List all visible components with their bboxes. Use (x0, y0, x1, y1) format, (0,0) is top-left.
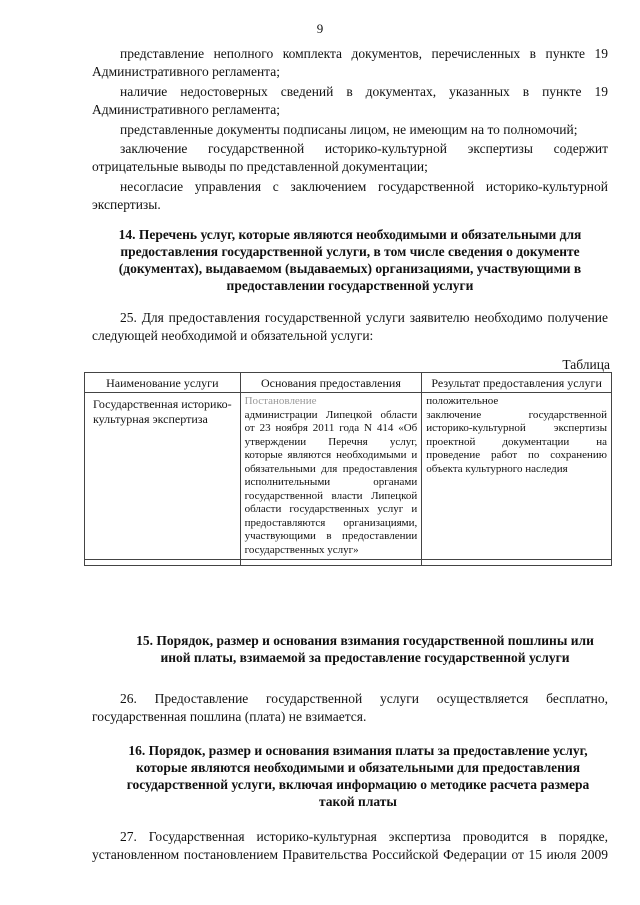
list-item-false-info: наличие недостоверных сведений в документах, указанных в пункте 19 Административного регламента; (92, 84, 608, 117)
result-title: положительное (426, 395, 499, 407)
cell-result (422, 393, 612, 560)
result-text: заключение государственной историко-культурной экспертизы проектной документации на проведение работ по сохранению объекта культурного наследия (426, 408, 607, 475)
table-header-row (85, 373, 612, 393)
list-item-unauthorized-signature: представленные документы подписаны лицом, не имеющим на то полномочий; (120, 122, 578, 137)
paragraph-26: 26. Предоставление государственной услуги осуществляется бесплатно, государственная пошлина (плата) не взимается. (92, 691, 608, 724)
list-item-disagreement: несогласие управления с заключением государственной историко-культурной экспертизы. (92, 179, 608, 212)
services-table (84, 372, 612, 566)
header-service-name: Наименование услуги (85, 373, 241, 393)
header-result: Результат предоставления услуги (422, 373, 612, 393)
list-item-incomplete-docs: представление неполного комплекта документов, перечисленных в пункте 19 Административного регламента; (92, 46, 608, 79)
page-number: 9 (316, 21, 324, 36)
paragraph-27: 27. Государственная историко-культурная экспертиза проводится в порядке, установленном постановлением Правительства Российской Федерации от 15 июля 2009 (92, 829, 608, 862)
table-bottom-spacer (85, 560, 612, 566)
list-item-negative-conclusion: заключение государственной историко-культурной экспертизы содержит отрицательные выводы по представленной документации; (92, 141, 608, 174)
section-14-heading: 14. Перечень услуг, которые являются необходимыми и обязательными для предоставления государственной услуги, в том числе сведения о документе (документах), выдаваемом (выдаваемых) организациями, участвующими в предоставлении государственной услуги (118, 227, 582, 293)
table-row (85, 393, 612, 560)
header-basis: Основания предоставления (240, 373, 422, 393)
cell-service-name: Государственная историко-культурная экспертиза (85, 393, 241, 560)
basis-title: Постановление (244, 395, 317, 407)
table-caption: Таблица (562, 357, 610, 372)
cell-basis (240, 393, 422, 560)
section-15-heading: 15. Порядок, размер и основания взимания государственной пошлины или иной платы, взимаемой за предоставление государственной услуги (136, 633, 594, 665)
basis-text: администрации Липецкой области от 23 ноября 2011 года N 414 «Об утверждении Перечня услуг, которые являются необходимыми и обязательными для предоставления исполнительными органами государственной власти Липецкой области государственных услуг и предоставляются организациями, участвующими в предоставлении государственных услуг» (244, 408, 418, 556)
paragraph-25: 25. Для предоставления государственной услуги заявителю необходимо получение следующей необходимой и обязательной услуги: (92, 310, 608, 343)
section-16-heading: 16. Порядок, размер и основания взимания платы за предоставление услуг, которые являются необходимыми и обязательными для предоставления государственной услуги, включая информацию о методике расчета размера такой платы (126, 743, 590, 809)
